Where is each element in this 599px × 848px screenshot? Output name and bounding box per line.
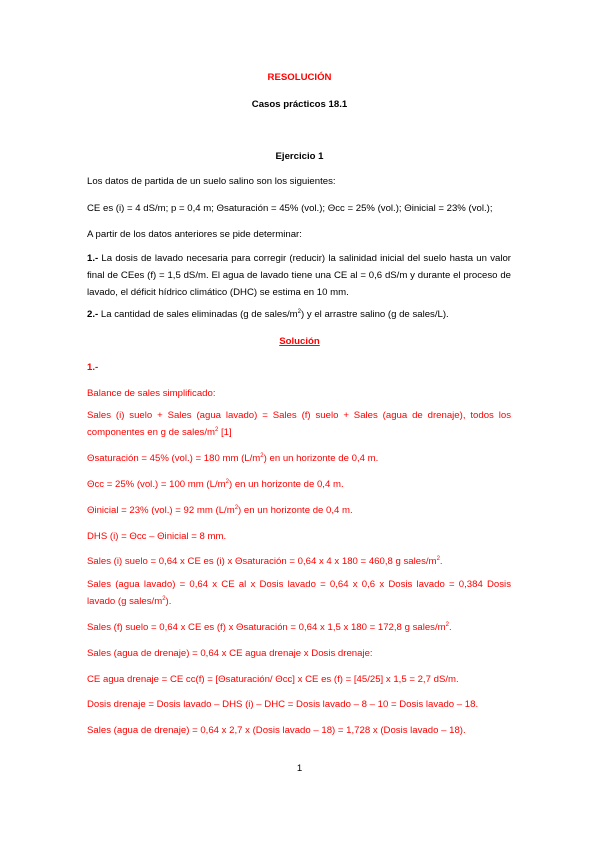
solution-text: ). — [165, 596, 172, 607]
salt-balance-ref: [1] — [218, 427, 232, 438]
superscript: 2 — [234, 504, 239, 511]
solution-text: . — [448, 622, 452, 633]
superscript: 2 — [215, 426, 219, 433]
page-number: 1 — [296, 763, 303, 774]
question-2-text-end: ) y el arrastre salino (g de sales/L). — [301, 309, 449, 320]
salt-balance-equation — [87, 407, 511, 441]
solution-text: ) en un horizonte de 0,4 m. — [238, 505, 353, 516]
question-2-number: 2.- — [87, 309, 99, 320]
intro-paragraph: Los datos de partida de un suelo salino son los siguientes: — [87, 176, 336, 187]
solution-line — [87, 479, 344, 491]
question-1-text: La dosis de lavado necesaria para corregir (reducir) la salinidad inicial del suelo hasta un valor final de CEes (f) = 1,5 dS/m. El agua de lavado tiene una CE al = 0,6 dS/m y durante el proceso de lavado, el déficit hídrico climático (DHC) se estima en 10 mm. — [87, 253, 511, 298]
superscript: 2 — [297, 308, 301, 315]
solution-text: Sales (i) suelo = 0,64 x CE es (i) x Θsaturación = 0,64 x 4 x 180 = 460,8 g sales/m — [87, 556, 437, 567]
task-paragraph: A partir de los datos anteriores se pide determinar: — [87, 229, 302, 240]
solution-line — [87, 556, 443, 568]
data-paragraph: CE es (i) = 4 dS/m; p = 0,4 m; Θsaturación = 45% (vol.); Θcc = 25% (vol.); Θinicial = 23% (vol.); — [87, 203, 493, 214]
solution-text: ) en un horizonte de 0,4 m. — [228, 479, 344, 490]
solution-line: Dosis drenaje = Dosis lavado – DHS (i) – DHC = Dosis lavado – 8 – 10 = Dosis lavado – 18. — [87, 699, 479, 710]
solution-text: . — [439, 556, 443, 567]
solution-line — [87, 505, 353, 517]
exercise-heading: Ejercicio 1 — [275, 151, 324, 162]
solution-text: Sales (f) suelo = 0,64 x CE es (f) x Θsaturación = 0,64 x 1,5 x 180 = 172,8 g sales/m — [87, 622, 446, 633]
superscript: 2 — [162, 595, 166, 602]
solution-line: DHS (i) = Θcc – Θinicial = 8 mm. — [87, 531, 227, 542]
solution-line — [87, 622, 452, 634]
solution-text: Θinicial = 23% (vol.) = 92 mm (L/m — [87, 505, 235, 516]
superscript: 2 — [445, 621, 449, 628]
question-2 — [87, 309, 449, 321]
solution-line: Sales (agua de drenaje) = 0,64 x 2,7 x (Dosis lavado – 18) = 1,728 x (Dosis lavado – 18). — [87, 725, 466, 736]
solution-line: CE agua drenaje = CE cc(f) = [Θsaturación/ Θcc] x CE es (f) = [45/25] x 1,5 = 2,7 dS/m. — [87, 674, 459, 685]
solution-number: 1.- — [87, 362, 99, 373]
salt-balance-text: Sales (i) suelo + Sales (agua lavado) = Sales (f) suelo + Sales (agua de drenaje), todos los componentes en g de sales/m — [87, 410, 511, 438]
document-subtitle: Casos prácticos 18.1 — [251, 99, 348, 110]
solution-text: Sales (agua lavado) = 0,64 x CE al x Dosis lavado = 0,64 x 0,6 x Dosis lavado = 0,384 Dosis lavado (g sales/m — [87, 579, 511, 607]
superscript: 2 — [260, 452, 264, 459]
superscript: 2 — [225, 478, 229, 485]
question-2-text: La cantidad de sales eliminadas (g de sales/m — [98, 309, 298, 320]
superscript: 2 — [436, 555, 440, 562]
question-1-number: 1.- — [87, 253, 99, 264]
solution-text: ) en un horizonte de 0,4 m. — [263, 453, 379, 464]
solution-text: Θcc = 25% (vol.) = 100 mm (L/m — [87, 479, 226, 490]
solution-line — [87, 453, 378, 465]
solution-line — [87, 576, 511, 610]
solution-line: Sales (agua de drenaje) = 0,64 x CE agua drenaje x Dosis drenaje: — [87, 648, 373, 659]
solution-heading: Solución — [279, 336, 320, 347]
solution-text: Θsaturación = 45% (vol.) = 180 mm (L/m — [87, 453, 261, 464]
solution-line: Balance de sales simplificado: — [87, 388, 216, 399]
document-title: RESOLUCIÓN — [267, 72, 332, 83]
question-1 — [87, 250, 511, 301]
